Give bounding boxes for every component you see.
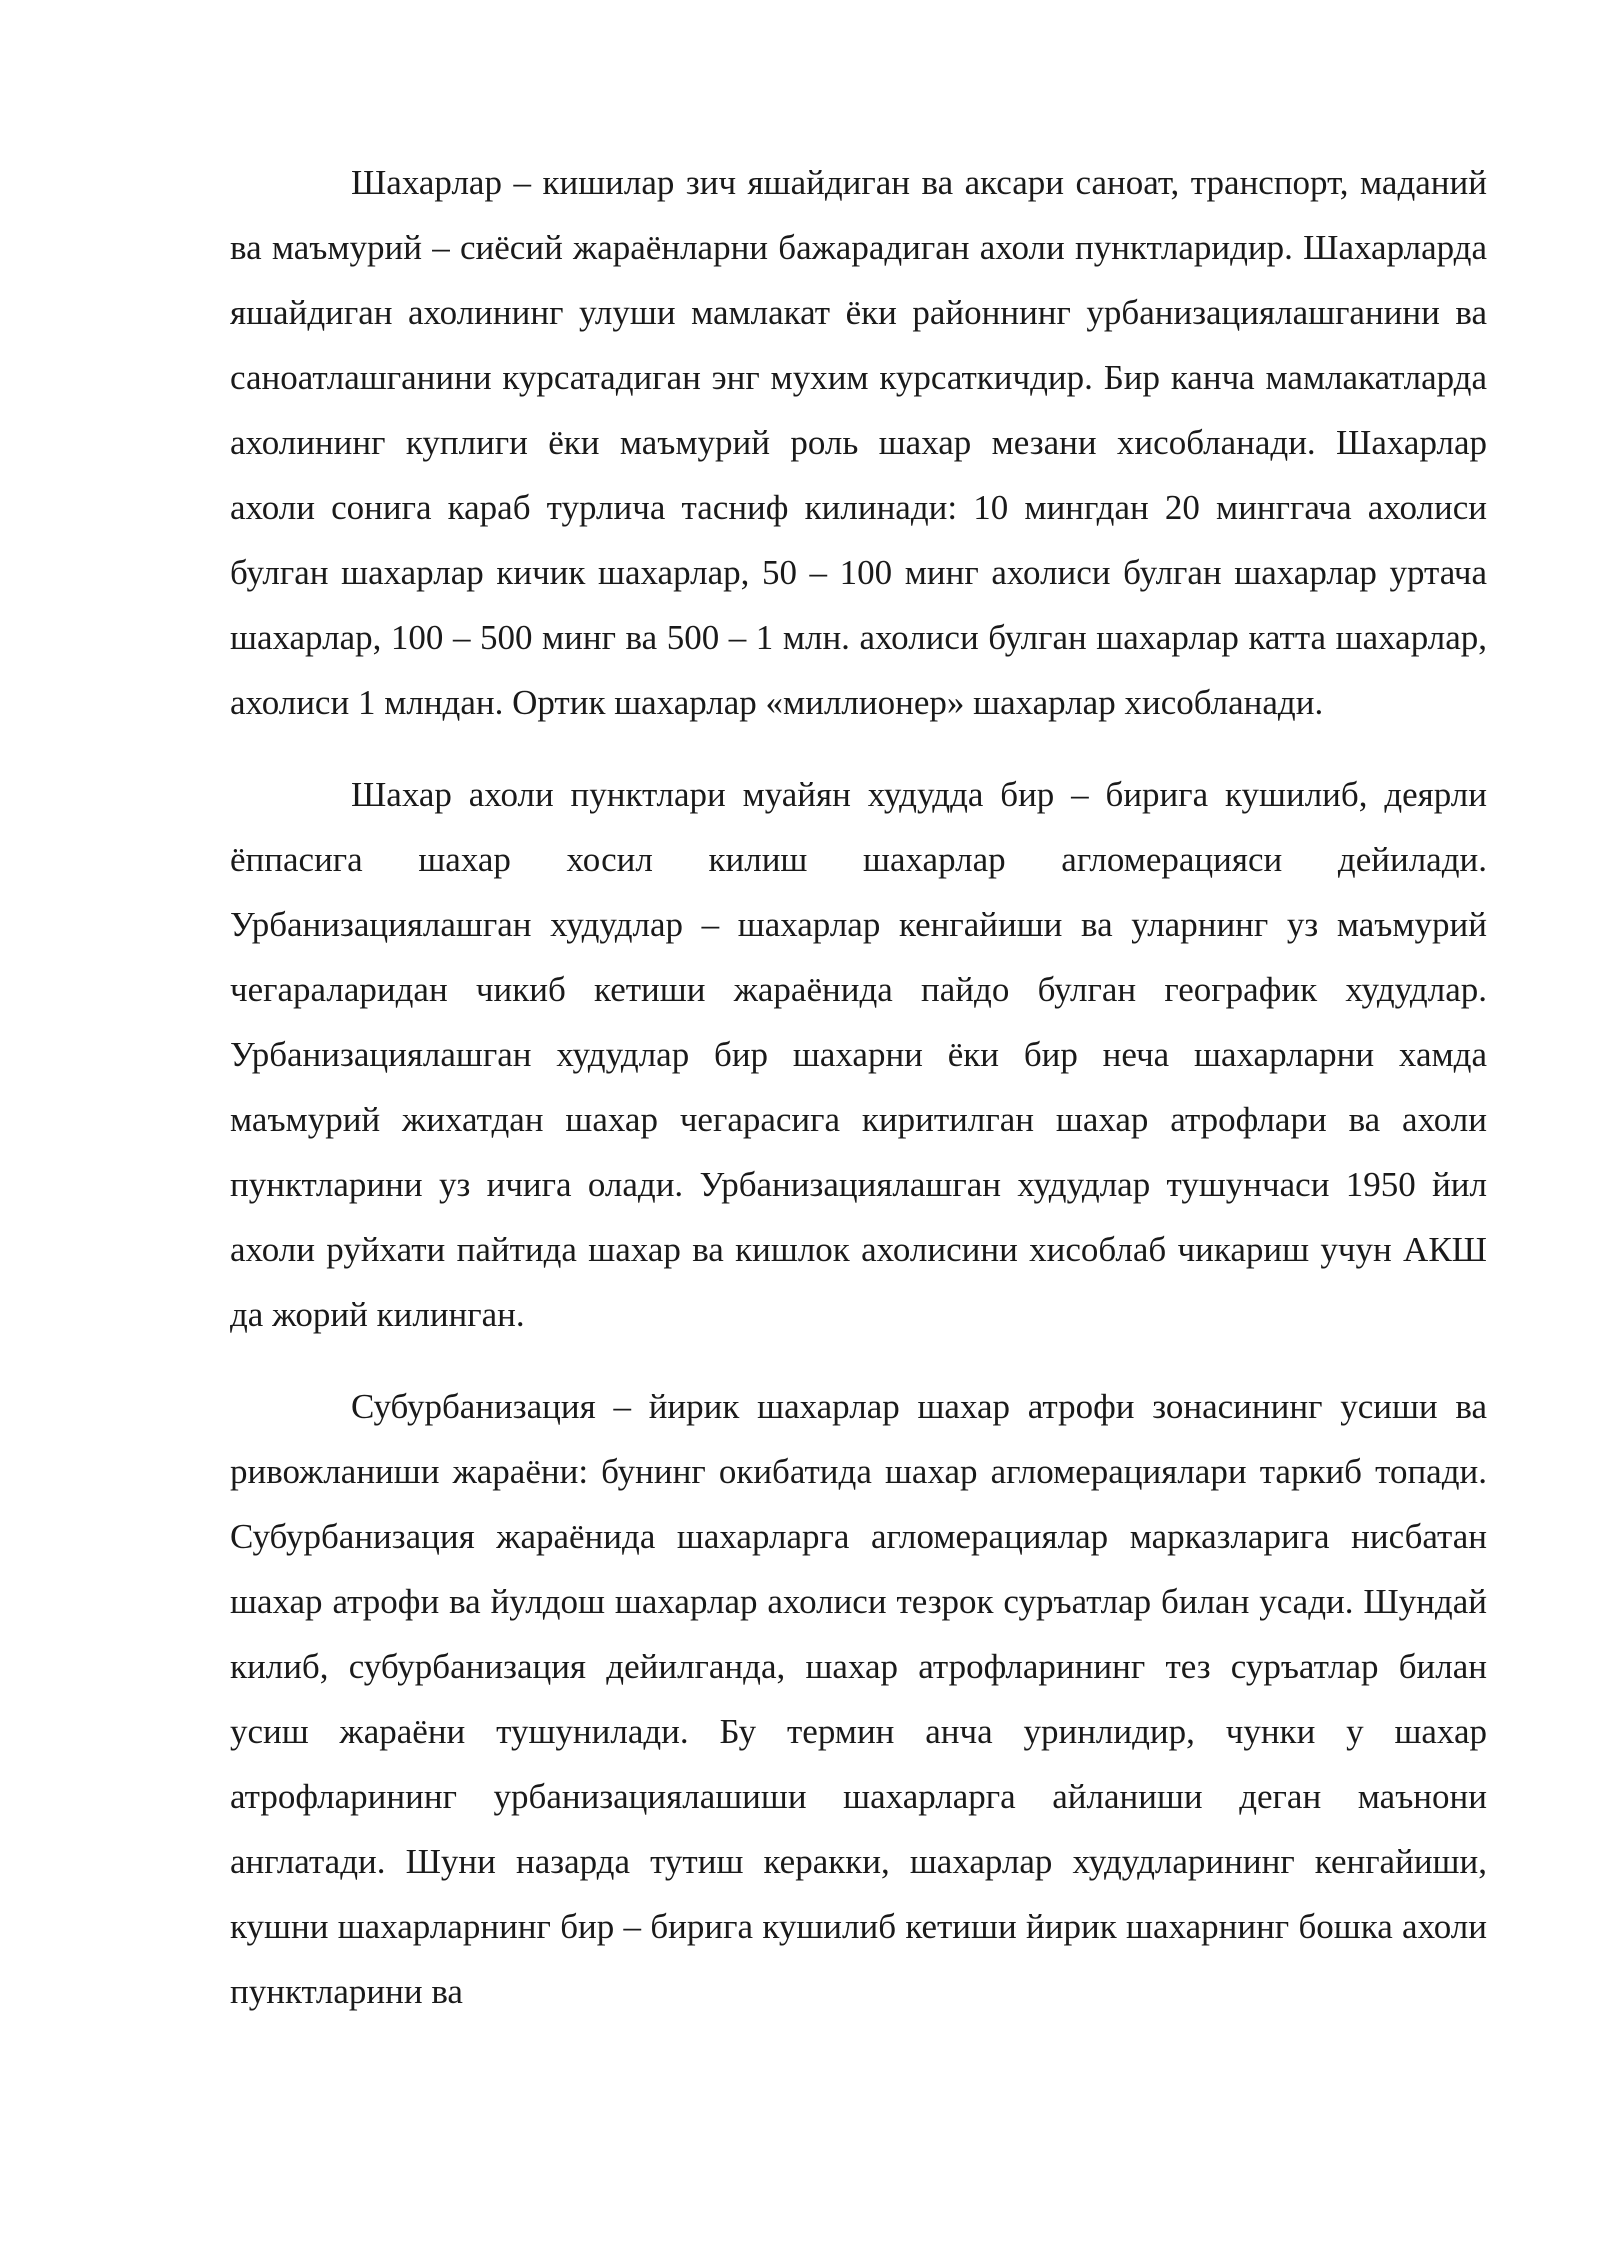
paragraph-cities-definition: Шахарлар – кишилар зич яшайдиган ва аксари саноат, транспорт, маданий ва маъмурий – сиёсий жараёнларни бажарадиган ахоли пунктларидир. Шахарларда яшайдиган ахолининг улуши мамлакат ёки районнинг урбанизациялашганини ва саноатлашганини курсатадиган энг мухим курсаткичдир. Бир канча мамлакатларда ахолининг куплиги ёки маъмурий роль шахар мезани хисобланади. Шахарлар ахоли сонига караб турлича тасниф килинади: 10 мингдан 20 минггача ахолиси булган шахарлар кичик шахарлар, 50 – 100 минг ахолиси булган шахарлар уртача шахарлар, 100 – 500 минг ва 500 – 1 млн. ахолиси булган шахарлар катта шахарлар, ахолиси 1 млндан. Ортик шахарлар «миллионер» шахарлар хисобланади. — [230, 163, 1487, 722]
document-page — [230, 150, 1487, 2024]
paragraph-urbanized-areas: Шахар ахоли пунктлари муайян худудда бир – бирига кушилиб, деярли ёппасига шахар хосил килиш шахарлар агломерацияси дейилади. Урбанизациялашган худудлар – шахарлар кенгайиши ва уларнинг уз маъмурий чегараларидан чикиб кетиши жараёнида пайдо булган географик худудлар. Урбанизациялашган худудлар бир шахарни ёки бир неча шахарларни хамда маъмурий жихатдан шахар чегарасига киритилган шахар атрофлари ва ахоли пунктларини уз ичига олади. Урбанизациялашган худудлар тушунчаси 1950 йил ахоли руйхати пайтида шахар ва кишлок ахолисини хисоблаб чикариш учун АКШ да жорий килинган. — [230, 775, 1487, 1334]
paragraph-suburbanization: Субурбанизация – йирик шахарлар шахар атрофи зонасининг усиши ва ривожланиши жараёни: бунинг окибатида шахар агломерациялари таркиб топади. Субурбанизация жараёнида шахарларга агломерациялар марказларига нисбатан шахар атрофи ва йулдош шахарлар ахолиси тезрок суръатлар билан усади. Шундай килиб, субурбанизация дейилганда, шахар атрофларининг тез суръатлар билан усиш жараёни тушунилади. Бу термин анча уринлидир, чунки у шахар атрофларининг урбанизациялашиши шахарларга айланиши деган маънони англатади. Шуни назарда тутиш керакки, шахарлар худудларининг кенгайиши, кушни шахарларнинг бир – бирига кушилиб кетиши йирик шахарнинг бошка ахоли пунктларини ва — [230, 1387, 1487, 2011]
